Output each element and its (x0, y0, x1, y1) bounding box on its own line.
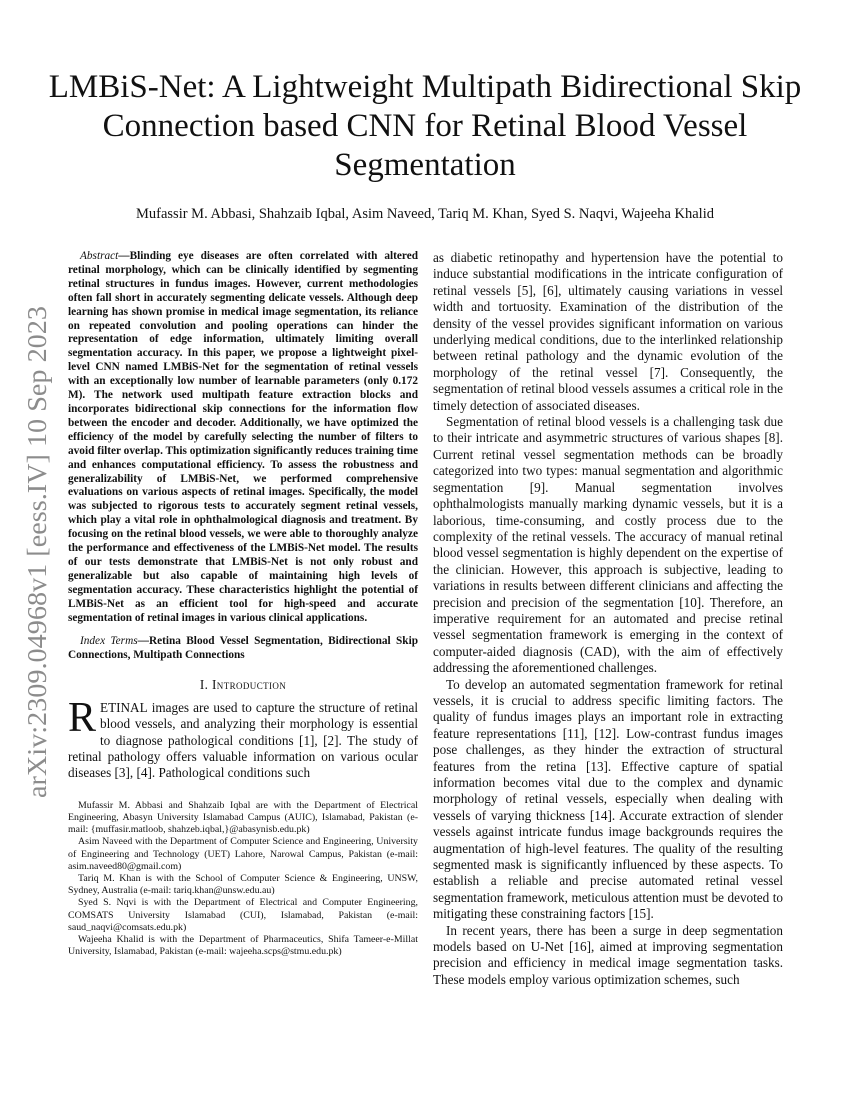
index-terms (68, 635, 418, 663)
arxiv-id-text: arXiv:2309.04968v1 [eess.IV] 10 Sep 2023 (22, 327, 52, 798)
author-footnotes (68, 800, 418, 959)
body-paragraph: as diabetic retinopathy and hypertension have the potential to induce substantial modifications in the intricate configuration of retinal vessels [5], [6], ultimately causing variations in vessel width and tortuosity. Examination of the distribution of the density of the vessel provides significant information on various underlying medical conditions, due to the interlinked relationship between retinal pathology and the dynamic evolution of the morphology of the retinal vessel [7]. Consequently, the segmentation of retinal blood vessels assumes a critical role in the timely detection of associated diseases. (433, 250, 783, 413)
right-column (433, 250, 783, 988)
section-number: I. (199, 677, 212, 693)
body-paragraph: In recent years, there has been a surge in deep segmentation models based on U-Net [16], aimed at improving segmentation precision and efficiency in medical image segmentation tasks. These models employ various optimization schemes, such (433, 922, 783, 987)
left-column (68, 250, 418, 958)
intro-first-word: ETINAL (100, 699, 148, 715)
abstract-lead: Abstract (80, 250, 119, 262)
footnote: Mufassir M. Abbasi and Shahzaib Iqbal are with the Department of Electrical Engineering, Abasyn University Islamabad Campus (AUIC), Islamabad, Pakistan (e-mail: {muffasir.matloob, shahzeb.iqbal,}@abasynisb.edu.pk) (68, 799, 418, 836)
index-terms-text: —Retina Blood Vessel Segmentation, Bidirectional Skip Connections, Multipath Connections (68, 635, 419, 662)
author-list: Mufassir M. Abbasi, Shahzaib Iqbal, Asim Naveed, Tariq M. Khan, Syed S. Naqvi, Wajeeha Khalid (136, 206, 714, 222)
section-heading-introduction (68, 677, 418, 693)
abstract (68, 250, 418, 625)
index-terms-lead: Index Terms (80, 635, 138, 648)
section-title: Introduction (212, 677, 287, 693)
footnote: Tariq M. Khan is with the School of Computer Science & Engineering, UNSW, Sydney, Australia (e-mail: tariq.khan@unsw.edu.au) (68, 872, 418, 897)
footnote: Asim Naveed with the Department of Computer Science and Engineering, University of Engineering and Technology (UET) Lahore, Narowal Campus, Pakistan (e-mail: asim.naveed80@gmail.com) (68, 836, 418, 872)
body-paragraph: Segmentation of retinal blood vessels is a challenging task due to their intricate and asymmetric structures of various shapes [8]. Current retinal vessel segmentation methods can be broadly categorized into two types: manual segmentation and algorithmic segmentation [9]. Manual segmentation involves ophthalmologists manually marking dynamic vessels, but it is a laborious, time-consuming, and costly process due to the complexity of the retinal vessels. The accuracy of manual retinal blood vessel segmentation is highly dependent on the expertise of the clinician. However, this approach is subjective, leading to variations in results between different clinicians and affecting the precision and precision of the segmentation [10]. Therefore, an imperative requirement for an automated and precise retinal vessel segmentation framework is emerging in the context of computer-aided diagnosis (CAD), with the aim of effectively addressing the aforementioned challenges. (433, 414, 783, 676)
paper-title: LMBiS-Net: A Lightweight Multipath Bidirectional Skip Connection based CNN for Retinal Blood Vessel Segmentation (48, 69, 802, 183)
intro-paragraph-1-text: images are used to capture the structure of retinal blood vessels, and analyzing their morphology is essential to diagnose pathological conditions [1], [2]. The study of retinal pathology offers valuable information on various ocular diseases [3], [4]. Pathological conditions such (68, 699, 418, 781)
body-paragraph: To develop an automated segmentation framework for retinal vessels, it is crucial to address specific limiting factors. The quality of fundus images plays an important role in extracting feature representations [11], [12]. Low-contrast fundus images pose challenges, as they hinder the extraction of structural features from the retina [13]. Effective capture of spatial information becomes vital due to the complex and dynamic morphology of retinal vessels, especially when dealing with vessels of varying thickness [14]. Accurate extraction of slender vessels against intricate fundus image backgrounds requires the augmentation of high-level features. The quality of the resulting segmented mask is significantly influenced by these aspects. To establish a reliable and precise automated retinal vessel segmentation framework, meticulous attention must be devoted to mitigating these constraining factors [15]. (433, 676, 783, 922)
footnote: Syed S. Nqvi is with the Department of Electrical and Computer Engineering, COMSATS University Islamabad (CUI), Islamabad, Pakistan (e-mail: saud_naqvi@comsats.edu.pk) (68, 897, 418, 933)
footnote: Wajeeha Khalid is with the Department of Pharmaceutics, Shifa Tameer-e-Millat University, Islamabad, Pakistan (e-mail: wajeeha.scps@stmu.edu.pk) (68, 933, 418, 958)
intro-paragraph-1 (68, 694, 418, 782)
drop-cap: R (68, 694, 97, 741)
abstract-text: —Blinding eye diseases are often correlated with altered retinal morphology, which can be clinically identified by segmenting retinal structures in fundus images. However, current methodologies often fall short in accurately segmenting delicate vessels. Although deep learning has shown promise in medical image segmentation, its reliance on repeated convolution and pooling operations can hinder the representation of edge information, ultimately limiting overall segmentation accuracy. In this paper, we propose a lightweight pixel-level CNN named LMBiS-Net for the segmentation of retinal vessels with an exceptionally low number of learnable parameters (only 0.172 M). The network used multipath feature extraction blocks and incorporates bidirectional skip connections for the information flow between the encoder and decoder. Additionally, we have optimized the efficiency of the model by carefully selecting the number of filters to avoid filter overlap. This optimization significantly reduces training time and enhances computational efficiency. To assess the robustness and generalizability of LMBiS-Net, we performed comprehensive evaluations on various aspects of retinal images. Specifically, the model was subjected to rigorous tests to accurately segment retinal vessels, which play a vital role in ophthalmological diagnosis and treatment. By focusing on the retinal blood vessels, we were able to thoroughly analyze the performance and effectiveness of the LMBiS-Net model. The results of our tests demonstrate that LMBiS-Net is not only robust and generalizable but also capable of maintaining high levels of segmentation accuracy. These characteristics highlight the potential of LMBiS-Net as an efficient tool for high-speed and accurate segmentation of retinal images in various clinical applications. (68, 250, 418, 624)
